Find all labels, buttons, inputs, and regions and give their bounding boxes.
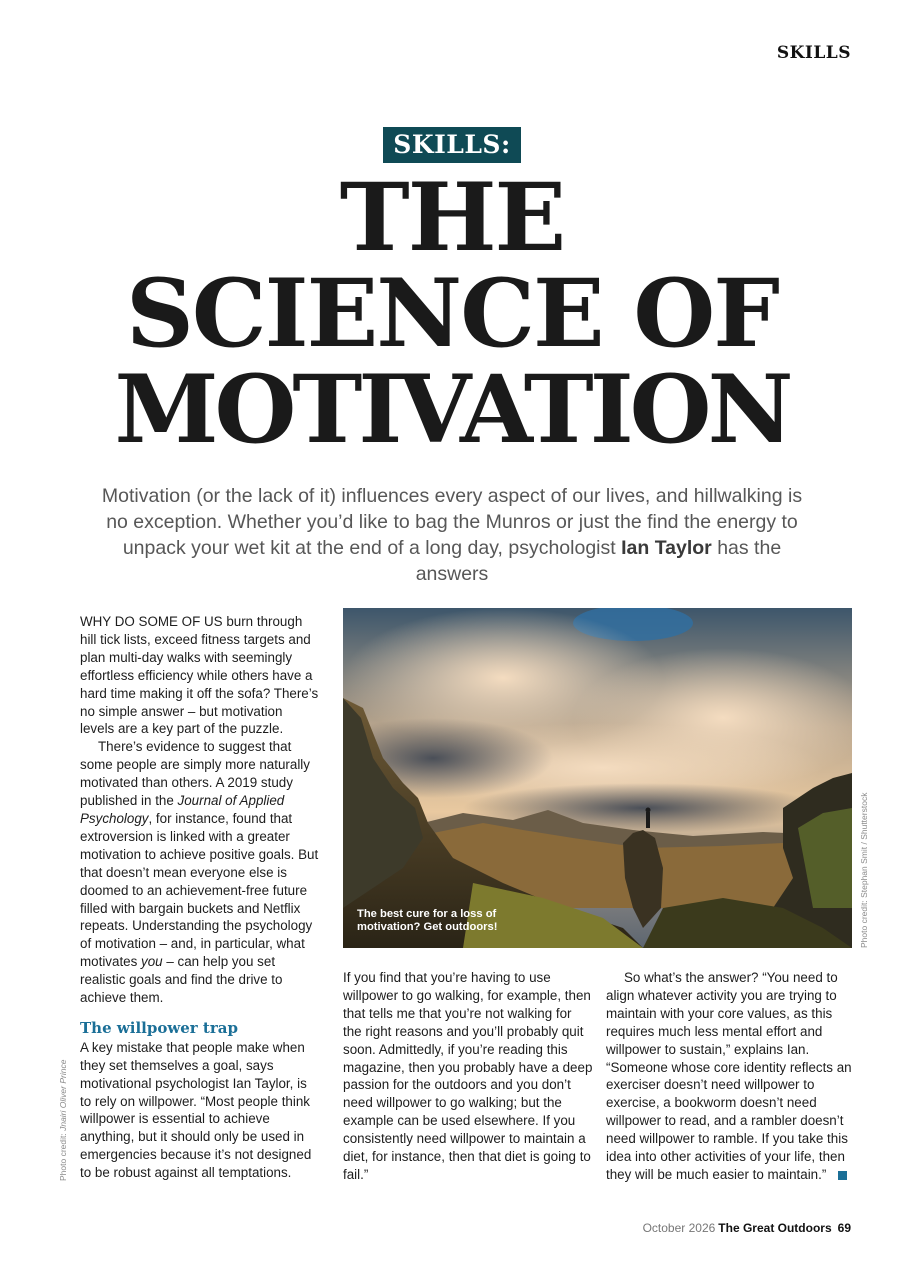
column-1 [80,613,320,1182]
paragraph-4: If you find that you’re having to use willpower to go walking, for example, then that tells me that you’re not walking for the right reasons and you’ll probably quit soon. Admittedly, if you’re reading this magazine, then you probably have a deep passion for the outdoors and you don’t need willpower to go walking; but the example can be used elsewhere. If you consistently need willpower to maintain a diet, for instance, then that diet is going to fail.” [343,970,593,1182]
subhead-willpower-trap: The willpower trap [80,1018,238,1037]
photo-credit: Photo credit: Stephan Smit / Shutterstock [859,792,869,948]
paragraph-5-text: So what’s the answer? “You need to align whatever activity you are trying to maintain with your core values, as this requires much less mental effort and willpower to sustain,” explains Ian. “Someone whose core identity reflects an exerciser doesn’t need willpower to exercise, a bookworm doesn’t need willpower to read, and a rambler doesn’t need willpower to ramble. If you take this idea into other activities of your life, then they will be much easier to maintain.” [606,970,852,1182]
portrait-credit-name: Jnairi Oliver Prince [58,1059,68,1131]
headline-line-1: THE [339,163,565,273]
standfirst [100,483,804,587]
magazine-name: The Great Outdoors [718,1221,832,1235]
paragraph-1-text: burn through hill tick lists, exceed fitness targets and plan multi-day walks with seemingly effortless efficiency while others have a hard time making it off the sofa? There’s no simple answer – but motivation levels are a key part of the puzzle. [80,614,319,737]
standfirst-author: Ian Taylor [621,537,712,559]
standfirst-text: Motivation (or the lack of it) influences every aspect of our lives, and hillwalking is no exception. Whether you’d like to bag the Munros or just the find the energy to unpack your wet kit at the end of a long day, psychologist [101,485,803,559]
headline-line-3: MOTIVATION [114,355,790,465]
paragraph-2-text-b: , for instance, found that extroversion is linked with a greater motivation to achieve positive goals. But that doesn’t mean everyone else is doomed to an achievement-free future filled with bargain buckets and Netflix repeats. Understanding the psychology of motivation – and, in particular, what motivates [80,810,319,970]
paragraph-1 [80,613,320,738]
paragraph-2 [80,738,320,1007]
portrait-credit [58,1060,68,1181]
headline [0,163,904,465]
paragraph-3: A key mistake that people make when they set themselves a goal, says motivational psychologist Ian Taylor, is to rely on willpower. “Most people think willpower is essential to achieve anything, but it should only be used in emergencies because it’s not designed to be robust against all temptations. [80,1039,312,1181]
paragraph-2-text-c: – can help you set realistic goals and find the drive to achieve them. [80,954,283,1006]
landscape-photo [343,608,852,948]
kicker-wrap [0,127,904,163]
journal-title: Journal of Applied Psychology [80,793,285,826]
page-footer [643,1221,851,1235]
column-3 [606,969,864,1184]
headline-line-2: SCIENCE OF [125,259,779,369]
column-2 [343,969,593,1184]
arrow-right-icon: ➔ [838,1171,847,1180]
emphasis-you: you [141,954,163,970]
page-number: 69 [837,1221,851,1235]
photo-caption: The best cure for a loss of motivation? Get outdoors! [357,908,498,933]
kicker-label: SKILLS: [383,127,520,163]
standfirst-text-end: has the answers [415,537,782,585]
section-tag: SKILLS [776,43,851,63]
paragraph-2-text-a: There’s evidence to suggest that some people are simply more naturally motivated than others. A 2019 study published in the [80,739,310,809]
issue-date: October 2026 [642,1221,716,1235]
landscape-photo-art [343,608,852,948]
drop-lead: WHY DO SOME OF US [80,614,223,629]
paragraph-5 [606,969,864,1184]
portrait-credit-prefix: Photo credit: [58,1130,68,1181]
